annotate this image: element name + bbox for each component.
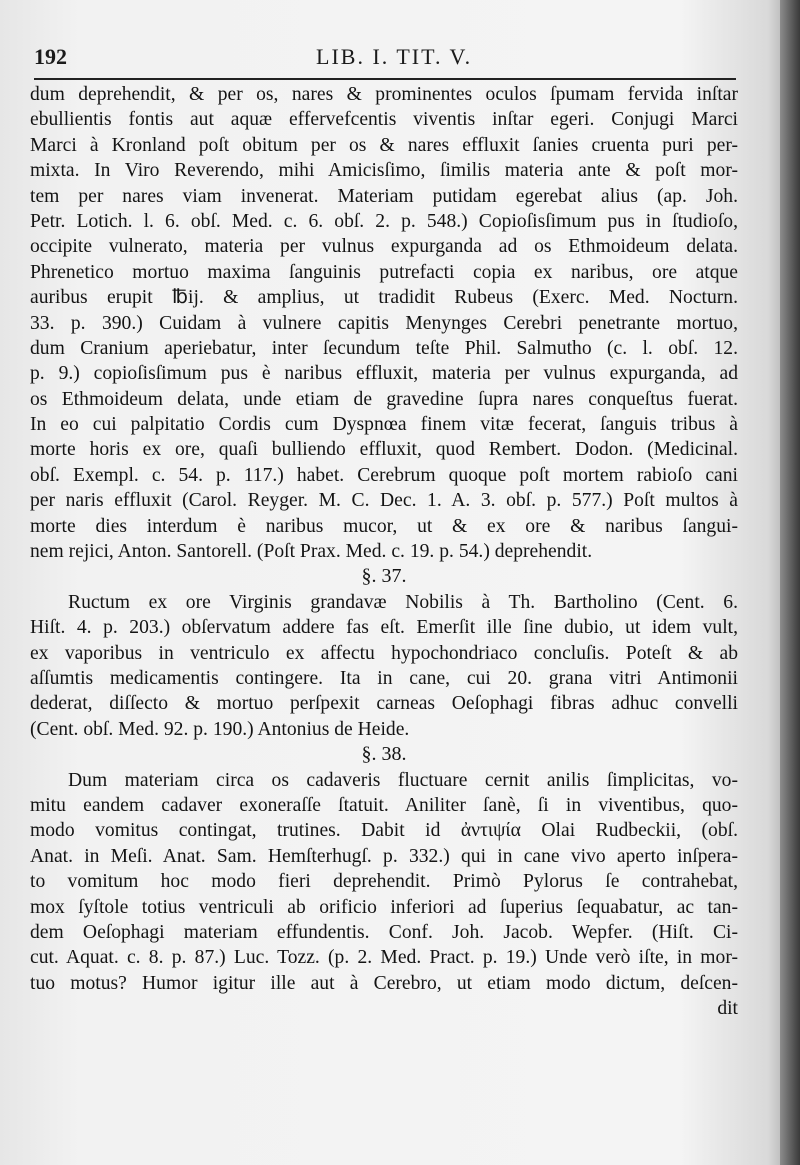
text-line: tem per nares viam invenerat. Materiam putidam egerebat alius (ap. Joh.	[30, 185, 738, 207]
text-line: (Cent. obſ. Med. 92. p. 190.) Antonius de Heide.	[30, 718, 410, 740]
text-line: dum Cranium aperiebatur, inter ſecundum teſte Phil. Salmutho (c. l. obſ. 12.	[30, 337, 738, 359]
text-line: Petr. Lotich. l. 6. obſ. Med. c. 6. obſ. 2. p. 548.) Copioſisſimum pus in ſtudioſo,	[30, 210, 738, 232]
text-line: ex vaporibus in ventriculo ex affectu hypochondriaco concluſis. Poteſt & ab	[30, 642, 738, 664]
text-line: obſ. Exempl. c. 54. p. 117.) habet. Cerebrum quoque poſt mortem rabioſo cani	[30, 464, 738, 486]
text-line: occipite vulnerato, materia per vulnus expurganda ad os Ethmoideum delata.	[30, 236, 738, 258]
text-line: tuo motus? Humor igitur ille aut à Cerebro, ut etiam modo dictum, deſcen-	[30, 972, 738, 994]
text-line: Phrenetico mortuo maxima ſanguinis putrefacti copia ex naribus, ore atque	[30, 261, 738, 283]
text-line: mox ſyſtole totius ventriculi ab orificio inferiori ad ſuperius ſequabatur, ac tan-	[30, 896, 738, 918]
text-line: mixta. In Viro Reverendo, mihi Amicisſimo, ſimilis materia ante & poſt mor-	[30, 160, 738, 182]
page-header	[34, 40, 734, 76]
text-line: mitu eandem cadaver exoneraſſe ſtatuit. Aniliter ſanè, ſi in viventibus, quo-	[30, 794, 738, 816]
text-line: morte horis ex ore, quaſi bulliendo effluxit, quod Rembert. Dodon. (Medicinal.	[30, 439, 738, 461]
text-line: dem Oeſophagi materiam effundentis. Conf. Joh. Jacob. Wepfer. (Hiſt. Ci-	[30, 921, 738, 943]
text-line: aſſumtis medicamentis contingere. Ita in cane, cui 20. grana vitri Antimonii	[30, 667, 738, 689]
section-heading: §. 37.	[361, 565, 407, 588]
body-text	[30, 82, 738, 1021]
text-line: Dum materiam circa os cadaveris fluctuare cernit anilis ſimplicitas, vo-	[68, 769, 738, 791]
text-line: In eo cui palpitatio Cordis cum Dyspnœa finem vitæ fecerat, ſanguis tribus à	[30, 414, 738, 436]
text-line: os Ethmoideum delata, unde etiam de gravedine ſupra nares conqueſtus fuerat.	[30, 388, 738, 410]
text-line: dit	[717, 998, 738, 1020]
text-line: Anat. in Meſi. Anat. Sam. Hemſterhugſ. p. 332.) qui in cane vivo aperto inſpera-	[30, 845, 738, 867]
text-line: ebullientis fontis aut aquæ effervefcentis viventis inſtar egeri. Conjugi Marci	[30, 109, 738, 131]
text-line: to vomitum hoc modo fieri deprehendit. Primò Pylorus ſe contrahebat,	[30, 871, 738, 893]
text-line: modo vomitus contingat, trutines. Dabit id ἀντιψία Olai Rudbeckii, (obſ.	[30, 820, 738, 842]
text-line: p. 9.) copioſisſimum pus è naribus effluxit, materia per vulnus expurganda, ad	[30, 363, 738, 385]
text-line: per naris effluxit (Carol. Reyger. M. C. Dec. 1. A. 3. obſ. p. 577.) Poſt multos à	[30, 490, 738, 512]
text-line: dum deprehendit, & per os, nares & prominentes oculos ſpumam fervida inſtar	[30, 84, 738, 105]
page-number: 192	[34, 44, 67, 69]
text-line: Ructum ex ore Virginis grandavæ Nobilis à Th. Bartholino (Cent. 6.	[68, 591, 738, 613]
text-line: dederat, diſſecto & mortuo perſpexit carneas Oeſophagi fibras adhuc convelli	[30, 693, 738, 715]
text-line: auribus erupit ℔ij. & amplius, ut tradidit Rubeus (Exerc. Med. Nocturn.	[30, 287, 738, 309]
section-heading: §. 38.	[361, 743, 407, 766]
text-line: morte dies interdum è naribus mucor, ut & ex ore & naribus ſangui-	[30, 515, 738, 537]
text-line: nem rejici, Anton. Santorell. (Poſt Prax. Med. c. 19. p. 54.) deprehendit.	[30, 541, 593, 563]
book-spine-shadow	[780, 0, 800, 1165]
text-line: Marci à Kronland poſt obitum per os & nares effluxit ſanies cruenta puri per-	[30, 134, 738, 156]
text-line: 33. p. 390.) Cuidam à vulnere capitis Menynges Cerebri penetrante mortuo,	[30, 312, 738, 334]
text-line: cut. Aquat. c. 8. p. 87.) Luc. Tozz. (p. 2. Med. Pract. p. 19.) Unde verò iſte, in mor-	[30, 947, 738, 969]
running-head: LIB. I. TIT. V.	[316, 44, 473, 69]
header-rule	[34, 78, 736, 80]
text-line: Hiſt. 4. p. 203.) obſervatum addere fas eſt. Emerſit ille ſine dubio, ut idem vult,	[30, 617, 738, 639]
